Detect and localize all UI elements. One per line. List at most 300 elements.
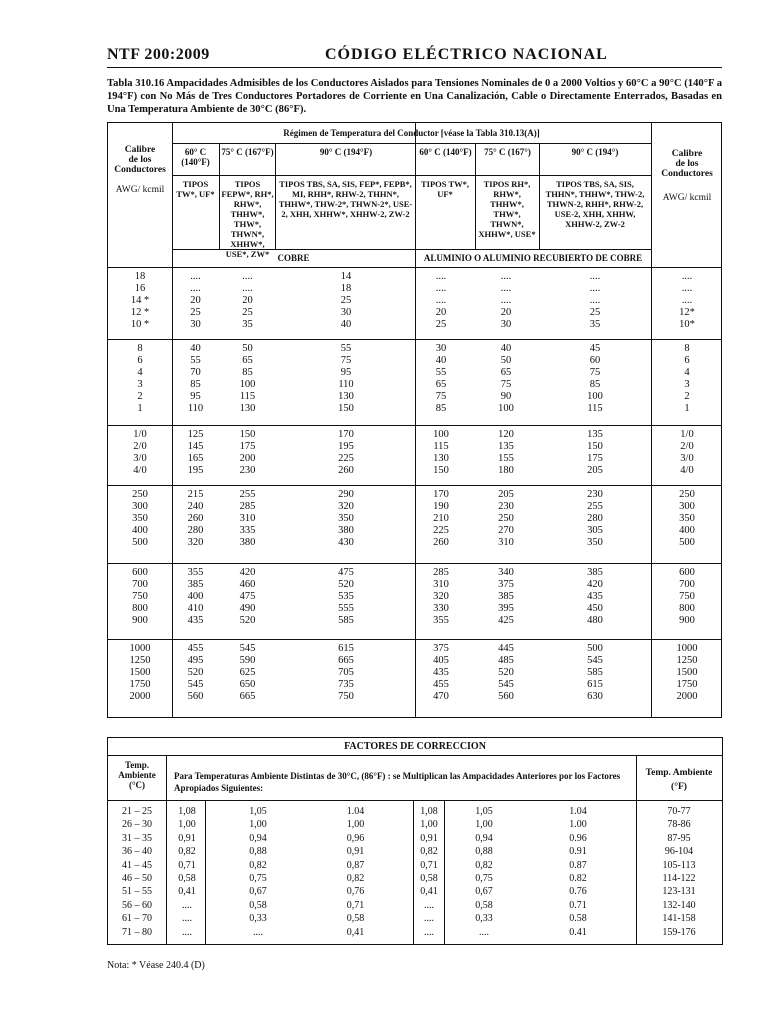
column-sizes_r [653, 489, 721, 549]
table-cell: 115 [239, 391, 256, 402]
table-cell: 155 [498, 453, 514, 464]
table-cell: 535 [338, 591, 354, 602]
corr-cell: 1,00 [420, 819, 438, 831]
corr-cell: 0,88 [249, 846, 267, 858]
table-cell: 40 [435, 355, 447, 366]
corr-cell: 141-158 [662, 913, 696, 925]
table-cell: 3/0 [680, 453, 694, 464]
table-cell: 195 [338, 441, 354, 452]
column-c75 [220, 489, 275, 549]
table-cell: 8 [137, 343, 143, 354]
corr-cell: 0,91 [420, 832, 438, 844]
table-cell: .... [681, 283, 693, 294]
table-cell: 100 [239, 379, 256, 390]
table-cell: 400 [187, 591, 204, 602]
copper-label: COBRE [277, 253, 310, 263]
corr-cell: 0,82 [249, 859, 267, 871]
column-sizes_r [653, 343, 721, 415]
corr-cell: 0.41 [569, 926, 587, 938]
right-header-line: Conductores [661, 169, 713, 179]
table-cell: 110 [187, 403, 204, 414]
table-cell: 130 [239, 403, 256, 414]
table-cell: 65 [500, 367, 512, 378]
table-cell: 240 [187, 501, 204, 512]
table-cell: 150 [338, 403, 354, 414]
table-cell: 2/0 [680, 441, 694, 452]
corr-cell: 0,33 [475, 913, 493, 925]
table-cell: 1250 [129, 655, 151, 666]
table-cell: 40 [500, 343, 512, 354]
corr-cell: 1,08 [420, 806, 438, 817]
table-cell: 450 [587, 603, 603, 614]
table-cell: 470 [433, 691, 449, 702]
column-sizes_r [653, 643, 721, 703]
corr-cell: 1,05 [475, 806, 493, 817]
table-cell: 30 [435, 343, 447, 354]
table-cell: 3/0 [133, 453, 147, 464]
corr-left-header-line: Temp. [125, 760, 149, 770]
temp-header-c60: 60° C (140°F) [181, 147, 210, 167]
table-cell: 8 [684, 343, 690, 354]
table-cell: 1000 [676, 643, 698, 654]
table-cell: 150 [433, 465, 449, 476]
table-cell: 205 [498, 489, 514, 500]
table-cell: .... [681, 271, 693, 282]
corr-cell: 0,88 [475, 846, 493, 858]
table-cell: 40 [340, 319, 352, 330]
table-cell: 4/0 [133, 465, 147, 476]
table-cell: 350 [338, 513, 354, 524]
table-cell: 380 [338, 525, 354, 536]
table-cell: 800 [132, 603, 148, 614]
page-header [107, 44, 722, 68]
temp-header-a90: 90° C (194°) [571, 147, 619, 157]
table-cell: 150 [587, 441, 603, 452]
table-cell: 85 [242, 367, 253, 378]
column-a90 [560, 489, 630, 549]
table-cell: 115 [433, 441, 449, 452]
right-size-header [653, 149, 721, 203]
table-cell: 900 [679, 615, 695, 626]
column-a60 [416, 489, 466, 549]
table-cell: 490 [239, 603, 256, 614]
corr-cell: 0,82 [178, 846, 196, 858]
corr-cell: 0,71 [346, 899, 365, 911]
corr-cell: 21 – 25 [122, 806, 152, 817]
column-a60 [416, 643, 466, 703]
table-cell: 420 [587, 579, 603, 590]
table-cell: 85 [190, 379, 201, 390]
corr-cell: 96-104 [664, 846, 694, 858]
corr-cell: 51 – 55 [122, 886, 152, 898]
column-a60 [416, 343, 466, 415]
corr-cell: 46 – 50 [122, 872, 152, 884]
corr-cell: 0.71 [569, 899, 587, 911]
column-sizes_r [653, 429, 721, 477]
table-cell: 625 [239, 667, 256, 678]
types-a60: TIPOS TW*, UF* [420, 179, 470, 199]
table-cell: 25 [190, 307, 201, 318]
table-cell: 190 [433, 501, 449, 512]
table-cell: 270 [498, 525, 514, 536]
table-cell: 75 [589, 367, 601, 378]
table-cell: 520 [187, 667, 204, 678]
table-cell: 350 [132, 513, 148, 524]
table-cell: 25 [435, 319, 447, 330]
column-a90 [560, 643, 630, 703]
corr-cell: 0,82 [346, 872, 365, 884]
table-cell: 95 [190, 391, 201, 402]
column-c90 [296, 271, 396, 331]
table-cell: 630 [587, 691, 603, 702]
table-cell: 495 [187, 655, 204, 666]
column-a75 [476, 489, 536, 549]
corr-cell: 0,94 [475, 832, 493, 844]
table-cell: 455 [187, 643, 204, 654]
corr-cell: 0,58 [178, 872, 196, 884]
table-cell: 800 [679, 603, 695, 614]
table-cell: 520 [239, 615, 256, 626]
corr-cell: 1.04 [569, 806, 587, 817]
corr-cell: 0.82 [569, 872, 587, 884]
table-cell: 55 [190, 355, 201, 366]
table-cell: 6 [684, 355, 690, 366]
corr-cell: .... [182, 899, 192, 911]
column-a90 [560, 343, 630, 415]
column-sizes [110, 567, 170, 627]
table-cell: 475 [338, 567, 354, 578]
table-cell: 350 [587, 537, 603, 548]
table-cell: 435 [187, 615, 204, 626]
table-cell: 115 [587, 403, 603, 414]
corr-cell: 1,00 [475, 819, 493, 831]
table-cell: 545 [187, 679, 204, 690]
corr-cell: 78-86 [667, 819, 691, 831]
column-c75 [220, 271, 275, 331]
corr-cell: 0,41 [420, 886, 438, 898]
corr-cell: 0,41 [346, 926, 365, 938]
table-cell: 210 [433, 513, 449, 524]
table-cell: 25 [589, 307, 601, 318]
table-cell: 75 [500, 379, 512, 390]
table-cell: .... [435, 271, 447, 282]
table-cell: 65 [242, 355, 253, 366]
table-cell: 18 [134, 271, 146, 282]
table-cell: .... [589, 283, 601, 294]
corr-cell: 0,82 [420, 846, 438, 858]
table-cell: 665 [239, 691, 256, 702]
table-cell: 50 [242, 343, 253, 354]
table-cell: 285 [433, 567, 449, 578]
table-cell: 175 [239, 441, 256, 452]
corr-cell: 71 – 80 [122, 926, 152, 938]
table-cell: 480 [587, 615, 603, 626]
table-cell: 16 [134, 283, 146, 294]
table-cell: 4/0 [680, 465, 694, 476]
corr-cell: .... [182, 926, 192, 938]
temp-header-c75: 75° C (167°F) [221, 147, 274, 157]
column-a60 [416, 429, 466, 477]
corr-cell: .... [424, 926, 434, 938]
table-cell: 85 [435, 403, 447, 414]
corr-cell: 0,33 [249, 913, 267, 925]
table-cell: 320 [433, 591, 449, 602]
table-cell: 310 [433, 579, 449, 590]
table-cell: 520 [338, 579, 354, 590]
table-cell: 700 [132, 579, 148, 590]
table-cell: 750 [679, 591, 695, 602]
corr-cell: 0,71 [178, 859, 196, 871]
table-cell: 100 [587, 391, 603, 402]
column-c75 [220, 567, 275, 627]
table-cell: 585 [338, 615, 354, 626]
table-cell: 395 [498, 603, 514, 614]
standard-number: NTF 200:2009 [107, 46, 210, 63]
column-a75 [476, 643, 536, 703]
column-c75 [220, 643, 275, 703]
table-cell: 35 [242, 319, 253, 330]
column-c90 [296, 567, 396, 627]
table-cell: 615 [338, 643, 354, 654]
table-cell: 375 [498, 579, 514, 590]
table-cell: .... [242, 283, 253, 294]
table-cell: 750 [132, 591, 148, 602]
types-c90: TIPOS TBS, SA, SIS, FEP*, FEPB*, MI, RHH*, RHW-2, THHN*, THHW*, THW-2*, THWN-2*, USE-2, XHH, XHHW*, XHHW-2, ZW-2 [278, 179, 413, 219]
column-sizes [110, 271, 170, 331]
corr-right-header [636, 768, 722, 792]
table-cell: 135 [498, 441, 514, 452]
table-cell: 485 [498, 655, 514, 666]
table-cell: 145 [187, 441, 204, 452]
corr-cell: 123-131 [662, 886, 696, 898]
types-c75: TIPOS FEPW*, RH*, RHW*, THHW*, THW*, THWN*, XHHW*, USE*, ZW* [221, 179, 274, 259]
table-cell: 500 [587, 643, 603, 654]
table-cell: 100 [433, 429, 449, 440]
table-cell: 10* [679, 319, 695, 330]
table-cell: 230 [239, 465, 256, 476]
table-cell: 95 [340, 367, 352, 378]
table-cell: 30 [500, 319, 512, 330]
table-cell: 385 [587, 567, 603, 578]
table-cell: 600 [132, 567, 148, 578]
table-cell: .... [190, 283, 201, 294]
table-cell: 205 [587, 465, 603, 476]
table-cell: 520 [498, 667, 514, 678]
table-cell: 1/0 [133, 429, 147, 440]
corr-cell: 0,75 [475, 872, 493, 884]
corr-cell: .... [424, 913, 434, 925]
column-sizes_r [653, 271, 721, 331]
table-cell: 170 [338, 429, 354, 440]
corr-left-header [108, 760, 166, 790]
corr-cell: 1,08 [178, 806, 196, 817]
table-cell: 14 [340, 271, 352, 282]
corr-cell: 0,58 [346, 913, 365, 925]
table-cell: 545 [498, 679, 514, 690]
table-cell: 1750 [129, 679, 151, 690]
table-cell: 135 [587, 429, 603, 440]
table-cell: 150 [239, 429, 256, 440]
corr-cell: 0.58 [569, 913, 587, 925]
corr-cell: 0.76 [569, 886, 587, 898]
table-cell: 6 [137, 355, 143, 366]
types-a90: TIPOS TBS, SA, SIS, THHN*, THHW*, THW-2, THWN-2, RHH*, RHW-2, USE-2, XHH, XHHW, XHHW-2, ZW-2 [545, 179, 645, 229]
table-cell: 1750 [676, 679, 698, 690]
right-header-line: AWG/ kcmil [662, 193, 712, 203]
left-size-header [108, 145, 172, 195]
table-cell: 20 [242, 295, 253, 306]
column-c75 [220, 429, 275, 477]
table-cell: 110 [338, 379, 354, 390]
table-cell: 545 [587, 655, 603, 666]
table-cell: .... [190, 271, 201, 282]
table-cell: 130 [338, 391, 354, 402]
corr-column-temps_c [108, 806, 166, 940]
table-cell: 120 [498, 429, 514, 440]
types-a75: TIPOS RH*, RHW*, THHW*, THW*, THWN*, XHHW*, USE* [478, 179, 536, 239]
table-cell: 500 [679, 537, 695, 548]
left-header-line: AWG/ kcmil [115, 185, 165, 195]
table-cell: 385 [187, 579, 204, 590]
table-cell: .... [589, 295, 601, 306]
table-cell: 665 [338, 655, 354, 666]
table-cell: 590 [239, 655, 256, 666]
aluminum-label: ALUMINIO O ALUMINIO RECUBIERTO DE COBRE [423, 253, 643, 263]
table-cell: 50 [500, 355, 512, 366]
column-c60 [172, 343, 219, 415]
correction-factors-table [107, 737, 723, 945]
corr-cell: 0,58 [249, 899, 267, 911]
table-cell: 250 [132, 489, 148, 500]
table-cell: 445 [498, 643, 514, 654]
table-cell: 25 [340, 295, 352, 306]
table-cell: .... [435, 295, 447, 306]
corr-mid-header: Para Temperaturas Ambiente Distintas de 30°C, (86°F) : se Multiplican las Ampacidades Anteriores por los Factores Apropiados Siguientes: [174, 771, 621, 793]
table-cell: 230 [587, 489, 603, 500]
column-a75 [476, 343, 536, 415]
table-cell: .... [500, 295, 512, 306]
corr-cell: 0,71 [420, 859, 438, 871]
table-caption: Tabla 310.16 Ampacidades Admisibles de los Conductores Aislados para Tensiones Nominales de 0 a 2000 Voltios y 60°C a 90°C (140°F a 194°F) con No Más de Tres Conductores Portadores de Corriente en Una Canalización, Cable o Directamente Enterrados, Basadas en Una Temperatura Ambiente de 30°C (86°F). [107, 78, 722, 115]
table-cell: 460 [239, 579, 256, 590]
table-cell: 330 [433, 603, 449, 614]
table-cell: 90 [500, 391, 512, 402]
table-cell: 380 [239, 537, 256, 548]
column-c60 [172, 567, 219, 627]
corr-cell: 0,58 [475, 899, 493, 911]
table-cell: 435 [433, 667, 449, 678]
column-c75 [220, 343, 275, 415]
corr-cell: .... [253, 926, 263, 938]
table-cell: 195 [187, 465, 204, 476]
table-cell: 225 [433, 525, 449, 536]
corr-cell: 0,67 [249, 886, 267, 898]
table-cell: 1 [684, 403, 690, 414]
table-cell: 250 [679, 489, 695, 500]
corr-cell: 0,96 [346, 832, 365, 844]
corr-cell: 1,00 [249, 819, 267, 831]
corr-cell: 61 – 70 [122, 913, 152, 925]
corr-cell: 56 – 60 [122, 899, 152, 911]
corr-column-f3 [308, 806, 403, 940]
table-cell: .... [435, 283, 447, 294]
table-cell: 100 [498, 403, 514, 414]
table-cell: 1500 [129, 667, 151, 678]
corr-cell: 0.87 [569, 859, 587, 871]
corr-cell: 87-95 [667, 832, 691, 844]
table-cell: 425 [498, 615, 514, 626]
table-cell: 310 [498, 537, 514, 548]
corr-cell: 0,91 [346, 846, 365, 858]
column-a90 [560, 567, 630, 627]
types-c60: TIPOS TW*, UF* [176, 179, 215, 199]
table-cell: 14 * [130, 295, 150, 306]
corr-left-header-line: Ambiente [118, 770, 156, 780]
table-cell: 225 [338, 453, 354, 464]
corr-cell: 0,58 [420, 872, 438, 884]
table-cell: 260 [187, 513, 204, 524]
table-cell: 555 [338, 603, 354, 614]
table-cell: 1/0 [680, 429, 694, 440]
table-cell: 750 [338, 691, 354, 702]
table-cell: 55 [435, 367, 447, 378]
column-c90 [296, 343, 396, 415]
corr-cell: 1,00 [346, 819, 365, 831]
corr-cell: 0,67 [475, 886, 493, 898]
table-cell: 60 [589, 355, 601, 366]
table-cell: 410 [187, 603, 204, 614]
corr-cell: 132-140 [662, 899, 696, 911]
table-cell: 30 [190, 319, 201, 330]
table-cell: 285 [239, 501, 256, 512]
corr-cell: 1,00 [178, 819, 196, 831]
corr-cell: 0,87 [346, 859, 365, 871]
table-cell: 250 [498, 513, 514, 524]
table-cell: 3 [137, 379, 143, 390]
table-cell: .... [242, 271, 253, 282]
corr-cell: 159-176 [662, 926, 696, 938]
column-c90 [296, 429, 396, 477]
table-cell: 55 [340, 343, 352, 354]
table-cell: 385 [498, 591, 514, 602]
column-c60 [172, 489, 219, 549]
table-cell: 255 [239, 489, 256, 500]
table-cell: 305 [587, 525, 603, 536]
column-sizes [110, 489, 170, 549]
table-cell: 125 [187, 429, 204, 440]
left-header-line: de los [128, 155, 152, 165]
left-header-line: Conductores [114, 165, 166, 175]
table-cell: 2/0 [133, 441, 147, 452]
table-cell: 735 [338, 679, 354, 690]
table-cell: 700 [679, 579, 695, 590]
column-c90 [296, 643, 396, 703]
table-cell: 255 [587, 501, 603, 512]
table-cell: 20 [435, 307, 447, 318]
table-cell: 35 [589, 319, 601, 330]
column-sizes [110, 429, 170, 477]
table-cell: .... [681, 295, 693, 306]
table-cell: 310 [239, 513, 256, 524]
column-a90 [560, 429, 630, 477]
temp-header-a75: 75° C (167°) [484, 147, 531, 157]
table-cell: 420 [239, 567, 256, 578]
table-cell: 560 [187, 691, 204, 702]
table-cell: 85 [589, 379, 601, 390]
corr-column-f2 [228, 806, 288, 940]
right-header-line: Calibre [671, 149, 703, 159]
corr-right-header-line: Temp. Ambiente [645, 768, 713, 778]
